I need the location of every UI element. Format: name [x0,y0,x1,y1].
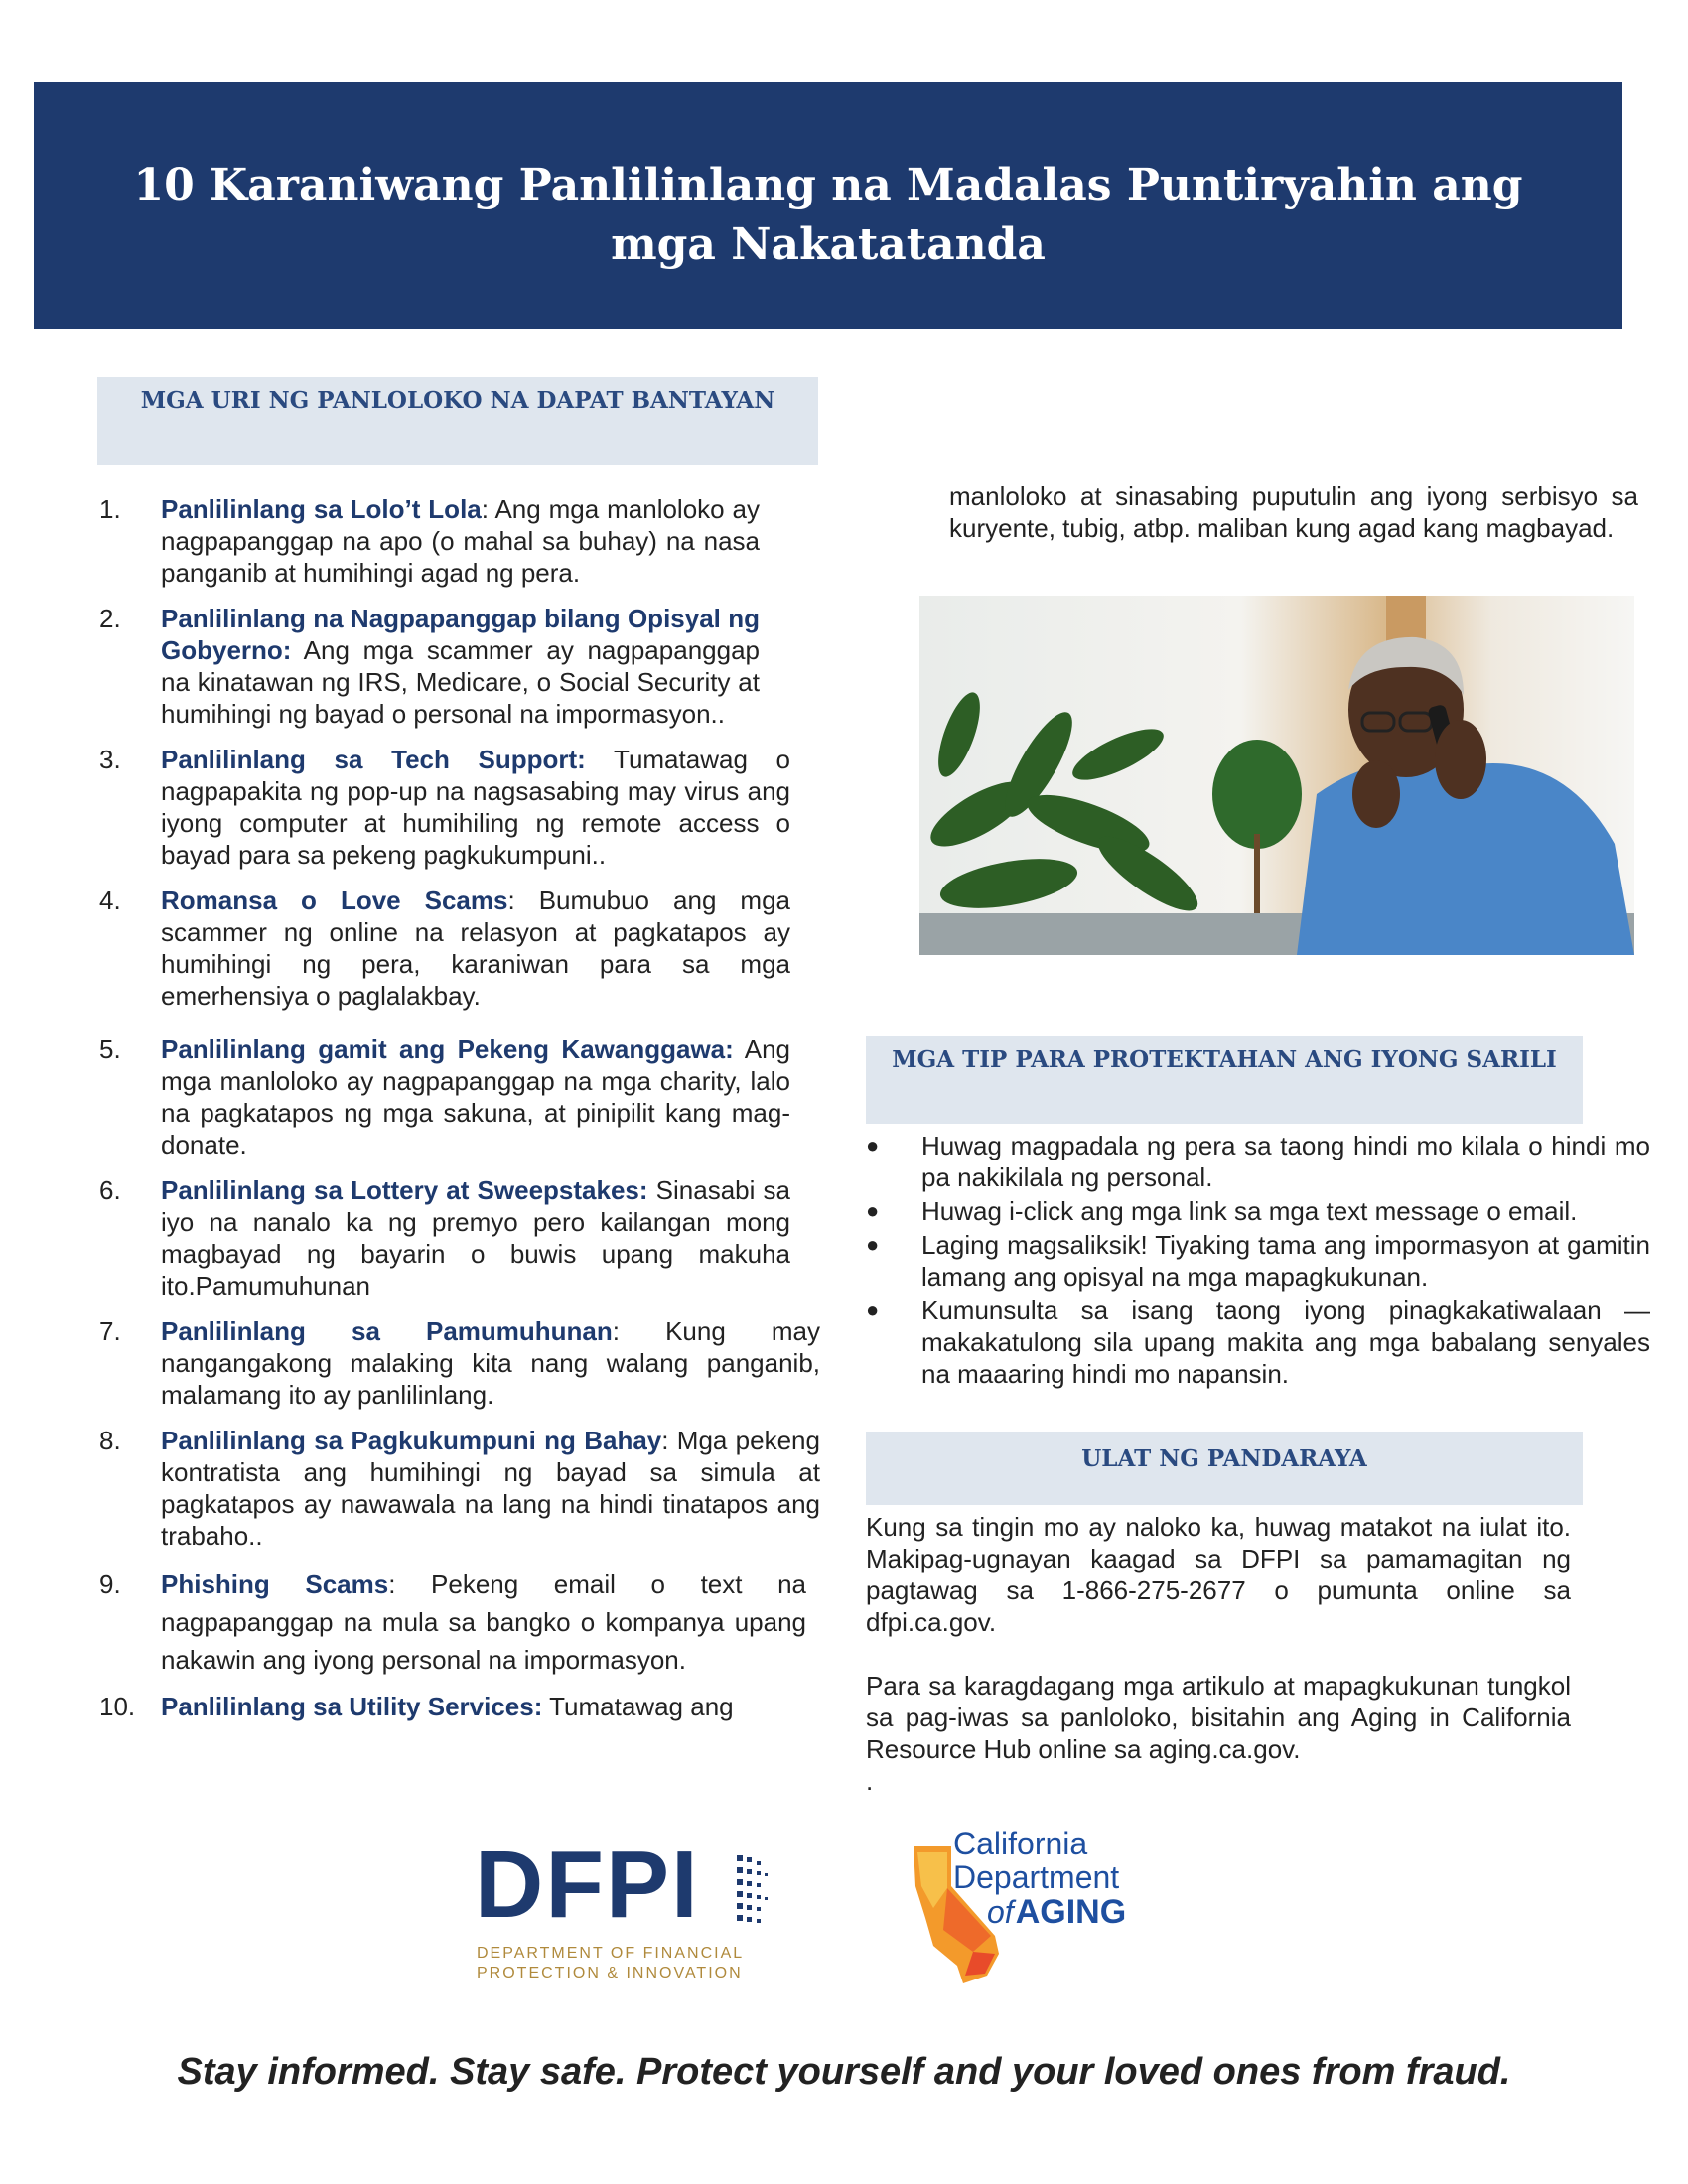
list-item: 8. Panlilinlang sa Pagkukumpuni ng Bahay: Mga pekeng kontratista ang humihingi ng bayad sa simula at pagkatapos ay nawawala na lang na hindi tinatapos ang trabaho.. [99,1426,820,1551]
tips-list [866,1130,1650,1392]
list-item: ● Huwag i-click ang mga link sa mga text message o email. [866,1196,1578,1226]
bullet-icon: ● [866,1297,880,1322]
list-item: 4. Romansa o Love Scams: Bumubuo ang mga scammer ng online na relasyon at pagkatapos ay humihingi ng pera, karaniwan para sa mga emerhensiya o paglalakbay. [99,886,790,1011]
list-item: 9. Phishing Scams: Pekeng email o text na nagpapanggap na mula sa bangko o kompanya upang nakawin ang iyong personal na impormasyon. [99,1570,806,1675]
item-10-continuation: manloloko at sinasabing puputulin ang iyong serbisyo sa kuryente, tubig, atbp. maliban kung agad kang magbayad. [949,481,1638,543]
list-item: 6. Panlilinlang sa Lottery at Sweepstakes: Sinasabi sa iyo na nanalo ka ng premyo pero kailangan mong magbayad ng bayarin o buwis upang makuha ito.Pamumuhunan [99,1175,790,1300]
pixel-pattern-icon [735,1853,774,1933]
bullet-icon: ● [866,1232,880,1257]
bullet-icon: ● [866,1198,880,1223]
scam-section-title: MGA URI NG PANLOLOKO NA DAPAT BANTAYAN [140,387,775,414]
tips-section-title: MGA TIP PARA PROTEKTAHAN ANG IYONG SARILI [892,1046,1557,1073]
scam-section-header [97,377,818,465]
aging-bold: AGING [1015,1893,1127,1931]
elderly-man-on-phone-photo [919,596,1634,955]
scam-list [87,493,822,1722]
report-section-title: ULAT NG PANDARAYA [1081,1445,1367,1472]
list-item: 5. Panlilinlang gamit ang Pekeng Kawanggawa: Ang mga manloloko ay nagpapanggap na mga charity, lalo na pagkatapos ng mga sakuna, at pinipilit kang mag-donate. [99,1034,790,1160]
list-item: 2. Panlilinlang na Nagpapanggap bilang Opisyal ng Gobyerno: Ang mga scammer ay nagpapanggap na kinatawan ng IRS, Medicare, o Social Security at humihingi ng bayad o personal na impormasyon.. [99,604,760,729]
aging-line-2: Department [953,1859,1120,1895]
page-title: 10 Karaniwang Panlilinlang na Madalas Puntiryahin ang mga Nakatatanda [133,160,1523,270]
report-section-header [866,1432,1583,1505]
list-item: 10. Panlilinlang sa Utility Services: Tumatawag ang [99,1692,734,1721]
report-paragraph: Kung sa tingin mo ay naloko ka, huwag matakot na iulat ito. Makipag-ugnayan kaagad sa DFPI sa pamamagitan ng pagtawag sa 1-866-275-2677 o pumunta online sa dfpi.ca.gov. [866,1512,1571,1637]
list-item: ● Huwag magpadala ng pera sa taong hindi mo kilala o hindi mo pa nakikilala ng personal. [866,1131,1650,1192]
bullet-icon: ● [866,1133,880,1158]
list-item: 7. Panlilinlang sa Pamumuhunan: Kung may nangangakong malaking kita nang walang panganib, malamang ito ay panlilinlang. [99,1316,820,1410]
list-item: ● Laging magsaliksik! Tiyaking tama ang impormasyon at gamitin lamang ang opisyal na mga mapagkukunan. [866,1230,1650,1292]
resources-paragraph: Para sa karagdagang mga artikulo at mapagkukunan tungkol sa pag-iwas sa panloloko, bisitahin ang Aging in California Resource Hub online sa aging.ca.gov. [866,1671,1571,1764]
dfpi-logo [475,1832,782,1981]
list-item: 3. Panlilinlang sa Tech Support: Tumatawag o nagpapakita ng pop-up na nagsasabing may virus ang iyong computer at humihiling ng remote access o bayad para sa pekeng pagkukumpuni.. [99,745,791,870]
list-item: ● Kumunsulta sa isang taong iyong pinagkakatiwalaan — makakatulong sila upang makita ang mga babalang senyales na maaaring hindi mo napansin. [866,1296,1650,1389]
aging-line-3 [987,1894,1126,1937]
trailing-period: . [866,1766,874,1796]
aging-of: of [987,1894,1014,1930]
tips-section-header [866,1036,1583,1124]
dfpi-subtitle-2: PROTECTION & INNOVATION [477,1965,743,1981]
aging-line-1: California [953,1826,1088,1861]
title-banner [34,82,1622,329]
dfpi-subtitle-1: DEPARTMENT OF FINANCIAL [477,1945,745,1962]
aging-logo [904,1827,1162,1985]
footer-tagline: Stay informed. Stay safe. Protect yourself and your loved ones from fraud. [177,2051,1511,2093]
dfpi-wordmark: DFPI [475,1832,700,1938]
list-item: 1. Panlilinlang sa Lolo’t Lola: Ang mga manloloko ay nagpapanggap na apo (o mahal sa buhay) na nasa panganib at humihingi agad ng pera. [99,494,761,588]
